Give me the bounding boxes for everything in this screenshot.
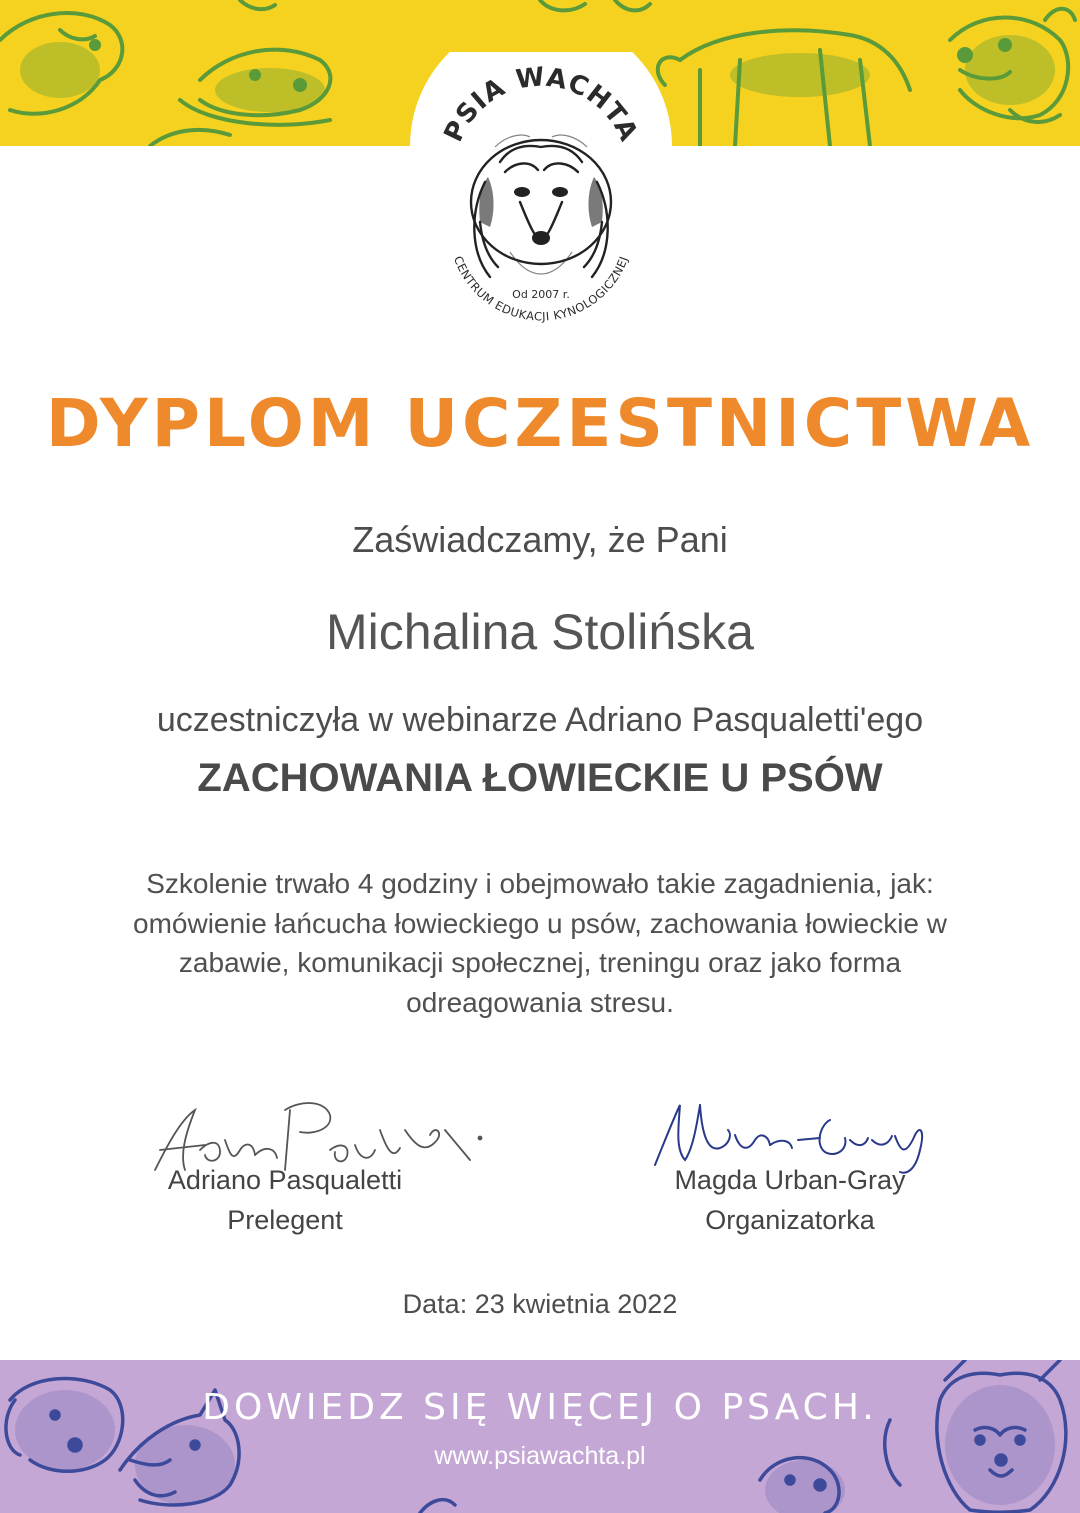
organizer-name: Magda Urban-Gray [674,1165,906,1195]
webinar-topic: ZACHOWANIA ŁOWIECKIE U PSÓW [197,756,883,800]
logo-subtitle-text: CENTRUM EDUKACJI KYNOLOGICZNEJ [450,254,631,324]
signature-block-speaker [125,1090,445,1250]
certificate-date: Data: 23 kwietnia 2022 [402,1289,678,1319]
bottom-banner [0,1360,1080,1513]
speaker-role: Prelegent [227,1205,343,1235]
certificate-title: DYPLOM UCZESTNICTWA [45,385,1035,462]
logo-since-text: Od 2007 r. [512,288,570,301]
signature-block-organizer [630,1090,950,1250]
dog-illustration-bottom [0,1360,1080,1513]
footer-website-link[interactable]: www.psiawachta.pl [434,1442,646,1470]
participation-text: uczestniczyła w webinarze Adriano Pasqualetti'ego [156,701,924,739]
training-description: Szkolenie trwało 4 godziny i obejmowało takie zagadnienia, jak: omówienie łańcucha łowieckiego u psów, zachowania łowieckie w zabawie, komunikacji społecznej, treningu oraz jako forma odreagowania stresu. [133,868,947,1018]
footer-slogan: DOWIEDZ SIĘ WIĘCEJ O PSACH. [202,1387,878,1428]
logo-arc-text: PSIA WACHTA [438,62,644,147]
certificate-intro: Zaświadczamy, że Pani [352,519,728,560]
psia-wachta-logo [410,52,672,342]
recipient-name: Michalina Stolińska [326,604,754,660]
organizer-role: Organizatorka [705,1205,875,1235]
logo-badge-icon [410,52,672,342]
speaker-name: Adriano Pasqualetti [167,1165,403,1195]
